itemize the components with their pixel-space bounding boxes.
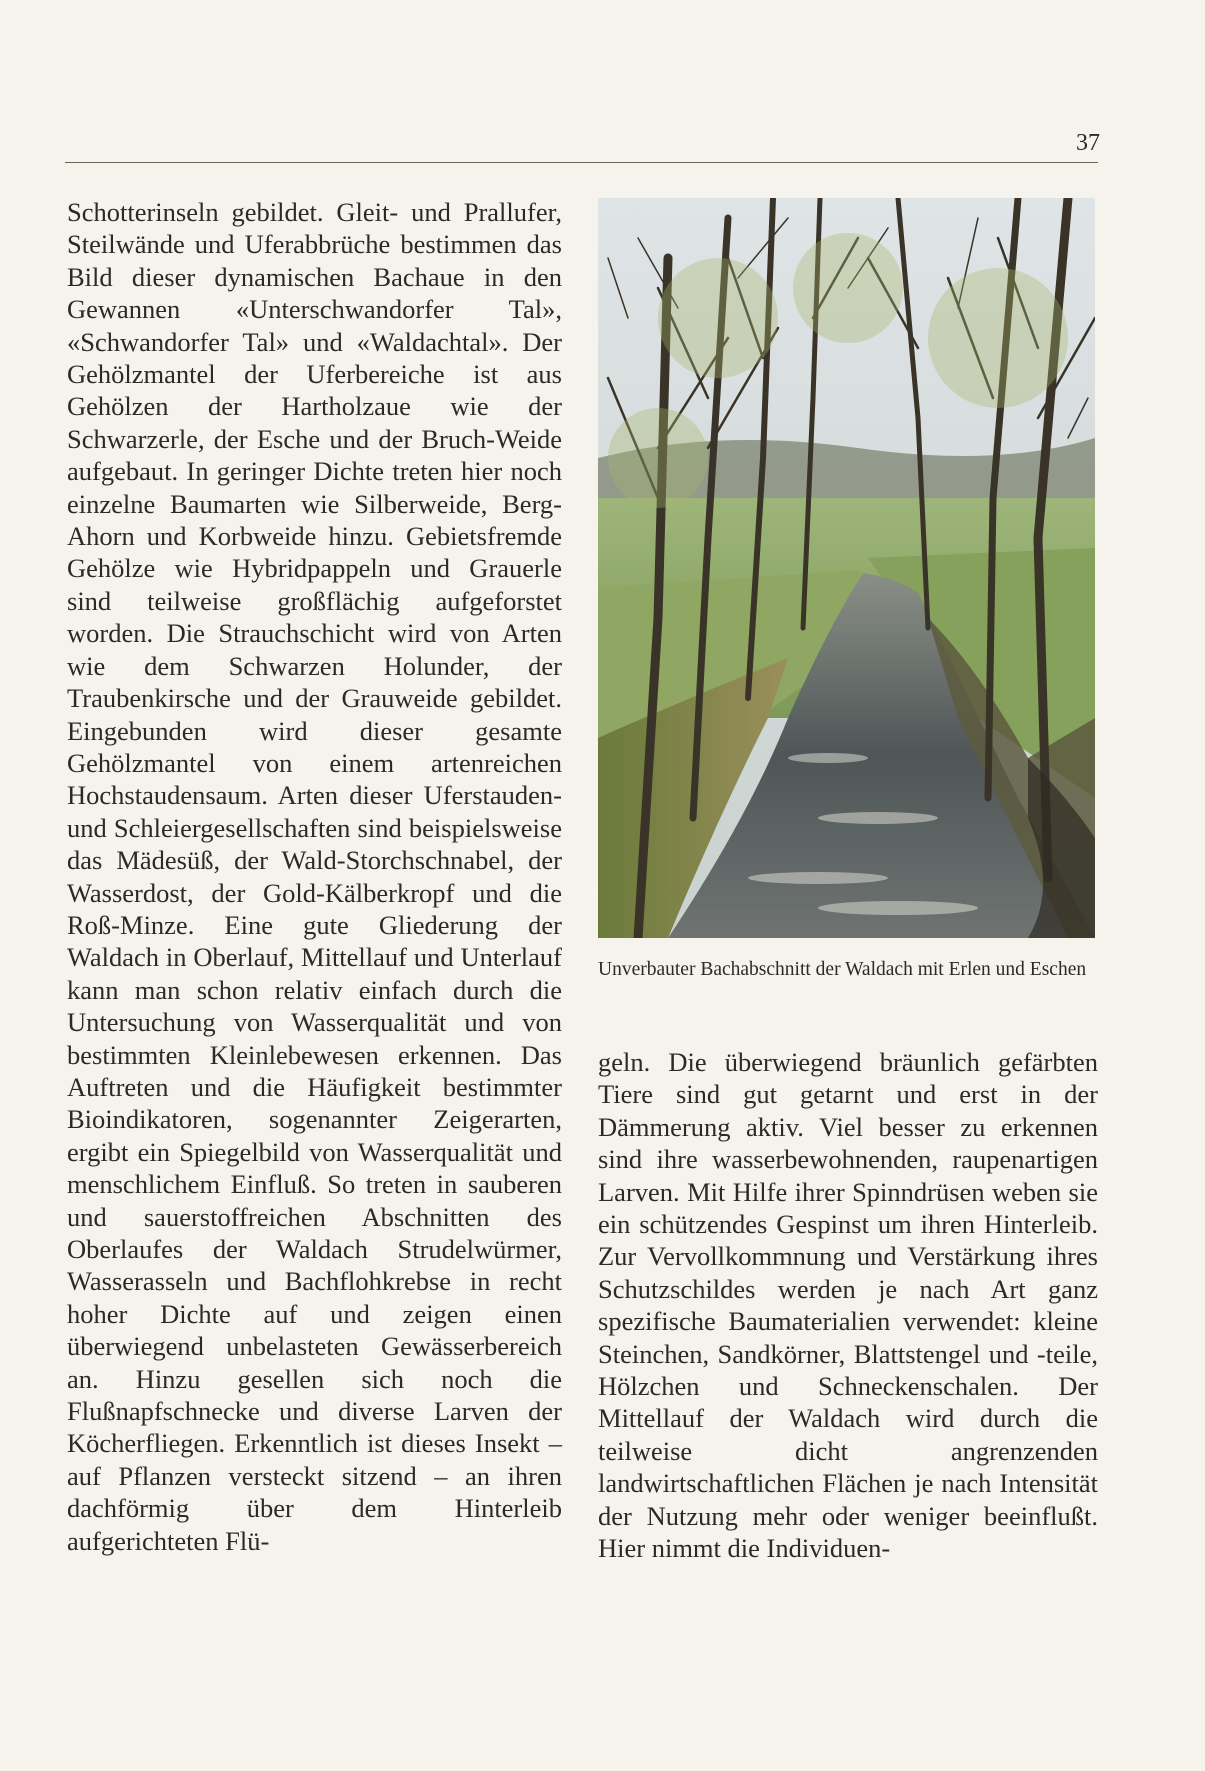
- right-column-text: geln. Die überwiegend bräunlich gefärbten Tiere sind gut getarnt und erst in der Dämmerung aktiv. Viel besser zu erkennen sind ihre wasserbewohnenden, raupenartigen Larven. Mit Hilfe ihrer Spinndrüsen weben sie ein schützendes Gespinst um ihren Hinterleib. Zur Vervollkommnung und Verstärkung ihres Schutzschildes werden je nach Art ganz spezifische Baumaterialien verwendet: kleine Steinchen, Sandkörner, Blattstengel und -teile, Hölzchen und Schneckenschalen. Der Mittellauf der Waldach wird durch die teilweise dicht angrenzenden landwirtschaftlichen Flächen je nach Intensität der Nutzung mehr oder weniger beeinflußt. Hier nimmt die Individuen-: [598, 1047, 1098, 1564]
- left-column-text: Schotterinseln gebildet. Gleit- und Prallufer, Steilwände und Uferabbrüche bestimmen das Bild dieser dynamischen Bachaue in den Gewannen «Unterschwandorfer Tal», «Schwandorfer Tal» und «Waldachtal». Der Gehölzmantel der Uferbereiche ist aus Gehölzen der Hartholzaue wie der Schwarzerle, der Esche und der Bruch-Weide aufgebaut. In geringer Dichte treten hier noch einzelne Baumarten wie Silberweide, Berg-Ahorn und Korbweide hinzu. Gebietsfremde Gehölze wie Hybridpappeln und Grauerle sind teilweise großflächig aufgeforstet worden. Die Strauchschicht wird von Arten wie dem Schwarzen Holunder, der Traubenkirsche und der Grauweide gebildet. Eingebunden wird dieser gesamte Gehölzmantel von einem artenreichen Hochstaudensaum. Arten dieser Uferstauden- und Schleiergesellschaften sind beispielsweise das Mädesüß, der Wald-Storchschnabel, der Wasserdost, der Gold-Kälberkropf und die Roß-Minze. Eine gute Gliederung der Waldach in Oberlauf, Mittellauf und Unterlauf kann man schon relativ einfach durch die Untersuchung von Wasserqualität und von bestimmten Kleinlebewesen erkennen. Das Auftreten und die Häufigkeit bestimmter Bioindikatoren, sogenannter Zeigerarten, ergibt ein Spiegelbild von Wasserqualität und menschlichem Einfluß. So treten in sauberen und sauerstoffreichen Abschnitten des Oberlaufes der Waldach Strudelwürmer, Wasserasseln und Bachflohkrebse in recht hoher Dichte auf und zeigen einen überwiegend unbelasteten Gewässerbereich an. Hinzu gesellen sich noch die Flußnapfschnecke und diverse Larven der Köcherfliegen. Erkenntlich ist dieses Insekt – auf Pflanzen versteckt sitzend – an ihren dachförmig über dem Hinterleib aufgerichteten Flü-: [67, 197, 562, 1556]
- right-column: [598, 1046, 1098, 1565]
- stream-photo: [598, 198, 1095, 938]
- page-number: 37: [1076, 130, 1100, 156]
- header-rule: [65, 162, 1098, 163]
- photo-caption: Unverbauter Bachabschnitt der Waldach mit Erlen und Eschen: [598, 959, 1087, 980]
- left-column: [67, 196, 562, 1557]
